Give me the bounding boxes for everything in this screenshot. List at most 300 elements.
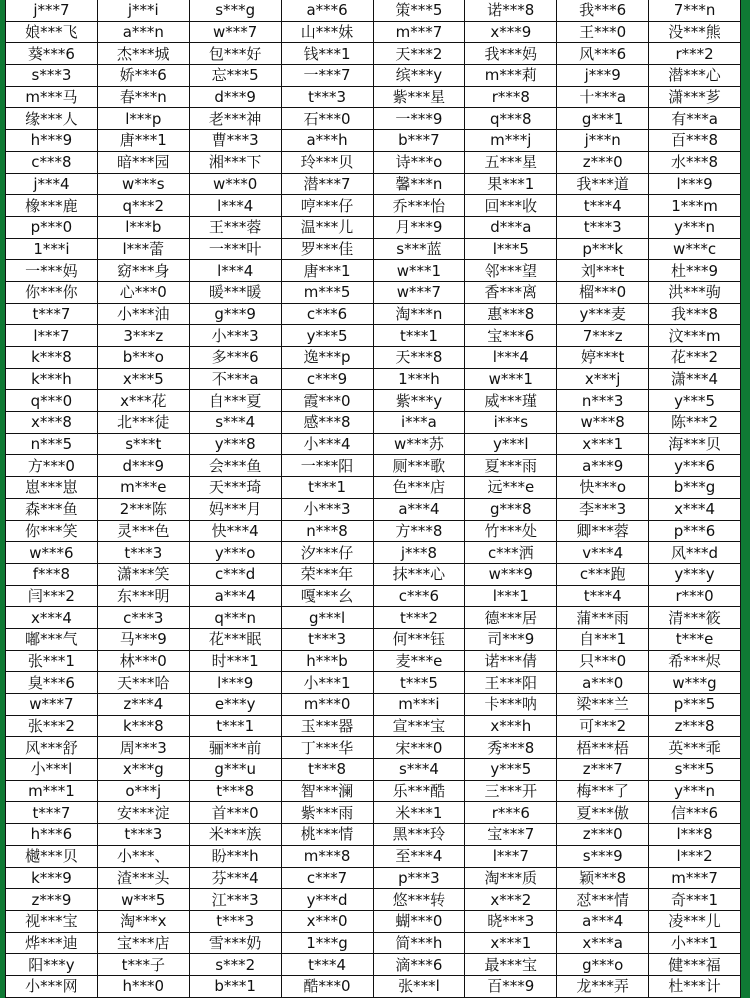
name-cell: p***6 xyxy=(649,520,741,542)
name-cell: j***4 xyxy=(6,173,98,195)
name-cell: 何***钰 xyxy=(373,628,465,650)
name-cell: 小***1 xyxy=(281,672,373,694)
name-cell: t***1 xyxy=(281,477,373,499)
name-cell: m***7 xyxy=(373,21,465,43)
name-cell: 十***a xyxy=(557,86,649,108)
name-cell: 月***9 xyxy=(373,216,465,238)
name-cell: y***麦 xyxy=(557,303,649,325)
name-cell: s***g xyxy=(189,0,281,21)
name-cell: 宝***7 xyxy=(465,824,557,846)
name-cell: 淘***x xyxy=(97,910,189,932)
name-cell: 嘎***幺 xyxy=(281,585,373,607)
name-cell: 清***筱 xyxy=(649,607,741,629)
name-cell: 卡***呐 xyxy=(465,694,557,716)
name-cell: t***7 xyxy=(6,802,98,824)
name-cell: 梁***兰 xyxy=(557,694,649,716)
name-cell: m***8 xyxy=(281,845,373,867)
name-cell: 窈***身 xyxy=(97,260,189,282)
table-row xyxy=(6,173,741,195)
name-cell: 晓***3 xyxy=(465,910,557,932)
name-cell: s***2 xyxy=(189,954,281,976)
name-cell: y***n xyxy=(649,216,741,238)
table-row xyxy=(6,433,741,455)
name-cell: 暖***暖 xyxy=(189,281,281,303)
table-row xyxy=(6,824,741,846)
name-cell: l***9 xyxy=(649,173,741,195)
table-row xyxy=(6,347,741,369)
table-row xyxy=(6,477,741,499)
table-row xyxy=(6,260,741,282)
name-cell: 快***4 xyxy=(189,520,281,542)
name-cell: h***b xyxy=(281,650,373,672)
name-cell: 百***8 xyxy=(649,130,741,152)
table-row xyxy=(6,325,741,347)
name-cell: 我***道 xyxy=(557,173,649,195)
name-cell: l***7 xyxy=(6,325,98,347)
name-cell: 骊***前 xyxy=(189,737,281,759)
name-grid-table xyxy=(5,0,741,998)
name-cell: 只***0 xyxy=(557,650,649,672)
name-cell: 天***琦 xyxy=(189,477,281,499)
name-cell: w***6 xyxy=(6,542,98,564)
name-cell: t***3 xyxy=(97,542,189,564)
name-cell: t***1 xyxy=(373,325,465,347)
name-cell: l***4 xyxy=(465,347,557,369)
name-cell: l***b xyxy=(97,216,189,238)
name-cell: 健***福 xyxy=(649,954,741,976)
name-cell: 王***阳 xyxy=(465,672,557,694)
name-cell: 快***o xyxy=(557,477,649,499)
name-cell: w***1 xyxy=(373,260,465,282)
table-row xyxy=(6,498,741,520)
name-cell: 小***3 xyxy=(281,498,373,520)
name-cell: l***蕾 xyxy=(97,238,189,260)
name-cell: 宋***0 xyxy=(373,737,465,759)
name-cell: 樾***贝 xyxy=(6,845,98,867)
name-cell: m***莉 xyxy=(465,65,557,87)
table-row xyxy=(6,303,741,325)
name-cell: 马***9 xyxy=(97,628,189,650)
name-cell: t***3 xyxy=(97,824,189,846)
name-cell: a***4 xyxy=(557,910,649,932)
name-cell: j***7 xyxy=(6,0,98,21)
table-row xyxy=(6,542,741,564)
name-cell: 小***3 xyxy=(189,325,281,347)
name-cell: l***8 xyxy=(649,824,741,846)
name-cell: x***h xyxy=(465,715,557,737)
name-cell: 小***1 xyxy=(649,932,741,954)
name-cell: 张***2 xyxy=(6,715,98,737)
name-cell: 梅***了 xyxy=(557,780,649,802)
name-cell: 潇***笑 xyxy=(97,563,189,585)
name-cell: z***9 xyxy=(6,889,98,911)
name-cell: l***5 xyxy=(465,238,557,260)
name-cell: x***8 xyxy=(6,412,98,434)
name-cell: 哼***仔 xyxy=(281,195,373,217)
name-cell: c***7 xyxy=(281,867,373,889)
table-row xyxy=(6,650,741,672)
name-cell: a***9 xyxy=(557,455,649,477)
table-row xyxy=(6,802,741,824)
name-cell: m***马 xyxy=(6,86,98,108)
name-cell: z***0 xyxy=(557,824,649,846)
name-cell: j***n xyxy=(557,130,649,152)
name-cell: s***4 xyxy=(373,759,465,781)
name-cell: 罗***佳 xyxy=(281,238,373,260)
table-row xyxy=(6,216,741,238)
name-cell: 天***8 xyxy=(373,347,465,369)
name-cell: 荣***年 xyxy=(281,563,373,585)
name-cell: x***g xyxy=(97,759,189,781)
name-cell: 老***神 xyxy=(189,108,281,130)
name-cell: m***1 xyxy=(6,780,98,802)
name-cell: g***8 xyxy=(465,498,557,520)
name-cell: l***7 xyxy=(465,845,557,867)
name-cell: 潜***心 xyxy=(649,65,741,87)
name-cell: 忘***5 xyxy=(189,65,281,87)
name-cell: c***6 xyxy=(373,585,465,607)
name-cell: 逸***p xyxy=(281,347,373,369)
name-cell: 竹***处 xyxy=(465,520,557,542)
name-cell: s***5 xyxy=(649,759,741,781)
name-cell: b***7 xyxy=(373,130,465,152)
name-cell: p***0 xyxy=(6,216,98,238)
name-cell: 小***网 xyxy=(6,975,98,997)
name-cell: y***o xyxy=(189,542,281,564)
name-cell: 张***l xyxy=(373,975,465,997)
name-cell: 崽***崽 xyxy=(6,477,98,499)
name-cell: 天***2 xyxy=(373,43,465,65)
name-cell: y***d xyxy=(281,889,373,911)
name-cell: 时***1 xyxy=(189,650,281,672)
name-cell: 花***眠 xyxy=(189,628,281,650)
name-cell: y***5 xyxy=(465,759,557,781)
name-cell: c***d xyxy=(189,563,281,585)
name-cell: 森***鱼 xyxy=(6,498,98,520)
name-cell: 一***9 xyxy=(373,108,465,130)
name-cell: 雪***奶 xyxy=(189,932,281,954)
name-cell: x***2 xyxy=(465,889,557,911)
name-cell: 湘***下 xyxy=(189,151,281,173)
name-cell: 钱***1 xyxy=(281,43,373,65)
name-cell: m***i xyxy=(373,694,465,716)
name-cell: t***4 xyxy=(281,954,373,976)
name-cell: 刘***t xyxy=(557,260,649,282)
name-cell: x***9 xyxy=(465,21,557,43)
name-cell: 你***你 xyxy=(6,281,98,303)
name-cell: 威***瑾 xyxy=(465,390,557,412)
name-cell: 石***0 xyxy=(281,108,373,130)
table-row xyxy=(6,43,741,65)
table-row xyxy=(6,390,741,412)
name-cell: s***t xyxy=(97,433,189,455)
name-cell: 宣***宝 xyxy=(373,715,465,737)
name-cell: 小***4 xyxy=(281,433,373,455)
name-cell: e***y xyxy=(189,694,281,716)
name-cell: 臭***6 xyxy=(6,672,98,694)
name-cell: v***4 xyxy=(557,542,649,564)
name-cell: 海***贝 xyxy=(649,433,741,455)
name-cell: t***子 xyxy=(97,954,189,976)
name-cell: y***n xyxy=(649,780,741,802)
name-cell: n***5 xyxy=(6,433,98,455)
name-cell: g***9 xyxy=(189,303,281,325)
name-cell: y***5 xyxy=(649,390,741,412)
name-cell: k***8 xyxy=(97,715,189,737)
name-cell: 信***6 xyxy=(649,802,741,824)
table-row xyxy=(6,975,741,997)
name-cell: x***1 xyxy=(465,932,557,954)
name-cell: 婷***t xyxy=(557,347,649,369)
name-cell: 潜***7 xyxy=(281,173,373,195)
name-cell: w***9 xyxy=(465,563,557,585)
name-cell: b***o xyxy=(97,347,189,369)
name-cell: 方***8 xyxy=(373,520,465,542)
name-cell: 周***3 xyxy=(97,737,189,759)
name-cell: 奇***1 xyxy=(649,889,741,911)
name-cell: 东***明 xyxy=(97,585,189,607)
name-cell: j***8 xyxy=(373,542,465,564)
table-row xyxy=(6,867,741,889)
name-cell: g***l xyxy=(281,607,373,629)
name-cell: 水***8 xyxy=(649,151,741,173)
name-cell: c***跑 xyxy=(557,563,649,585)
name-cell: 闫***2 xyxy=(6,585,98,607)
name-cell: x***0 xyxy=(281,910,373,932)
name-cell: 玲***贝 xyxy=(281,151,373,173)
name-cell: f***8 xyxy=(6,563,98,585)
name-cell: l***2 xyxy=(649,845,741,867)
name-cell: 1***m xyxy=(649,195,741,217)
name-cell: 3***z xyxy=(97,325,189,347)
name-cell: 1***h xyxy=(373,368,465,390)
name-cell: 秀***8 xyxy=(465,737,557,759)
name-cell: a***6 xyxy=(281,0,373,21)
table-row xyxy=(6,130,741,152)
name-cell: k***8 xyxy=(6,347,98,369)
name-cell: 黑***玲 xyxy=(373,824,465,846)
name-cell: 诺***倩 xyxy=(465,650,557,672)
name-cell: 会***鱼 xyxy=(189,455,281,477)
table-row xyxy=(6,65,741,87)
name-cell: 江***3 xyxy=(189,889,281,911)
name-cell: 灵***色 xyxy=(97,520,189,542)
name-cell: b***g xyxy=(649,477,741,499)
name-cell: 娘***飞 xyxy=(6,21,98,43)
name-cell: 德***居 xyxy=(465,607,557,629)
name-cell: m***7 xyxy=(649,867,741,889)
name-cell: r***0 xyxy=(649,585,741,607)
name-cell: 汐***仔 xyxy=(281,542,373,564)
name-cell: m***j xyxy=(465,130,557,152)
name-cell: 2***陈 xyxy=(97,498,189,520)
name-cell: 滴***6 xyxy=(373,954,465,976)
table-row xyxy=(6,0,741,21)
name-cell: 淘***n xyxy=(373,303,465,325)
name-cell: 最***宝 xyxy=(465,954,557,976)
name-cell: 凌***儿 xyxy=(649,910,741,932)
name-cell: p***k xyxy=(557,238,649,260)
name-cell: a***h xyxy=(281,130,373,152)
name-cell: 梧***梧 xyxy=(557,737,649,759)
table-row xyxy=(6,195,741,217)
name-cell: 玉***器 xyxy=(281,715,373,737)
name-cell: z***4 xyxy=(97,694,189,716)
name-cell: x***4 xyxy=(6,607,98,629)
name-cell: s***4 xyxy=(189,412,281,434)
name-cell: k***9 xyxy=(6,867,98,889)
name-cell: p***5 xyxy=(649,694,741,716)
name-cell: q***8 xyxy=(465,108,557,130)
name-grid-body xyxy=(6,0,741,997)
name-cell: t***e xyxy=(649,628,741,650)
name-cell: 丁***华 xyxy=(281,737,373,759)
name-cell: w***0 xyxy=(189,173,281,195)
name-cell: 诗***o xyxy=(373,151,465,173)
table-row xyxy=(6,520,741,542)
name-cell: i***s xyxy=(465,412,557,434)
name-cell: x***j xyxy=(557,368,649,390)
name-cell: 紫***雨 xyxy=(281,802,373,824)
name-cell: 感***8 xyxy=(281,412,373,434)
name-cell: 唐***1 xyxy=(281,260,373,282)
name-cell: x***1 xyxy=(557,433,649,455)
name-cell: i***a xyxy=(373,412,465,434)
name-cell: 首***0 xyxy=(189,802,281,824)
name-cell: l***4 xyxy=(189,195,281,217)
name-cell: a***4 xyxy=(189,585,281,607)
name-cell: 一***叶 xyxy=(189,238,281,260)
name-cell: 我***6 xyxy=(557,0,649,21)
name-cell: 百***9 xyxy=(465,975,557,997)
name-cell: o***j xyxy=(97,780,189,802)
name-cell: a***0 xyxy=(557,672,649,694)
name-cell: 缤***y xyxy=(373,65,465,87)
name-cell: 香***离 xyxy=(465,281,557,303)
name-cell: 温***儿 xyxy=(281,216,373,238)
name-cell: t***8 xyxy=(189,780,281,802)
name-cell: 一***阳 xyxy=(281,455,373,477)
name-cell: 诺***8 xyxy=(465,0,557,21)
name-cell: 唐***1 xyxy=(97,130,189,152)
name-cell: 没***熊 xyxy=(649,21,741,43)
name-cell: 王***0 xyxy=(557,21,649,43)
name-cell: y***8 xyxy=(189,433,281,455)
name-cell: g***1 xyxy=(557,108,649,130)
name-cell: 榴***0 xyxy=(557,281,649,303)
name-cell: t***2 xyxy=(373,607,465,629)
name-cell: 宝***6 xyxy=(465,325,557,347)
table-row xyxy=(6,455,741,477)
name-cell: g***u xyxy=(189,759,281,781)
name-cell: n***8 xyxy=(281,520,373,542)
name-cell: 龙***弄 xyxy=(557,975,649,997)
name-cell: 1***i xyxy=(6,238,98,260)
name-cell: 蝴***0 xyxy=(373,910,465,932)
name-cell: 颖***8 xyxy=(557,867,649,889)
name-cell: 心***0 xyxy=(97,281,189,303)
name-cell: 风***6 xyxy=(557,43,649,65)
name-cell: 五***星 xyxy=(465,151,557,173)
name-cell: x***花 xyxy=(97,390,189,412)
name-cell: 烨***迪 xyxy=(6,932,98,954)
name-cell: 惠***8 xyxy=(465,303,557,325)
name-cell: 抹***心 xyxy=(373,563,465,585)
name-cell: 怼***情 xyxy=(557,889,649,911)
name-cell: 不***a xyxy=(189,368,281,390)
name-cell: 潇***芗 xyxy=(649,86,741,108)
name-list-sheet xyxy=(5,0,741,998)
name-cell: z***0 xyxy=(557,151,649,173)
name-cell: m***0 xyxy=(281,694,373,716)
name-cell: w***7 xyxy=(373,281,465,303)
name-cell: 天***哈 xyxy=(97,672,189,694)
table-row xyxy=(6,412,741,434)
name-cell: t***3 xyxy=(557,216,649,238)
name-cell: t***3 xyxy=(281,628,373,650)
table-row xyxy=(6,607,741,629)
name-cell: t***5 xyxy=(373,672,465,694)
table-row xyxy=(6,780,741,802)
name-cell: 自***1 xyxy=(557,628,649,650)
table-row xyxy=(6,238,741,260)
name-cell: r***2 xyxy=(649,43,741,65)
name-cell: 乐***酷 xyxy=(373,780,465,802)
table-row xyxy=(6,368,741,390)
name-cell: h***6 xyxy=(6,824,98,846)
name-cell: c***3 xyxy=(97,607,189,629)
name-cell: y***y xyxy=(649,563,741,585)
name-cell: 渣***头 xyxy=(97,867,189,889)
name-cell: 曹***3 xyxy=(189,130,281,152)
name-cell: w***1 xyxy=(465,368,557,390)
name-cell: 夏***雨 xyxy=(465,455,557,477)
name-cell: x***a xyxy=(557,932,649,954)
name-cell: 一***妈 xyxy=(6,260,98,282)
name-cell: t***3 xyxy=(281,86,373,108)
table-row xyxy=(6,845,741,867)
table-row xyxy=(6,563,741,585)
name-cell: j***9 xyxy=(557,65,649,87)
name-cell: t***1 xyxy=(189,715,281,737)
name-cell: 陈***2 xyxy=(649,412,741,434)
name-cell: y***6 xyxy=(649,455,741,477)
name-cell: c***洒 xyxy=(465,542,557,564)
name-cell: c***9 xyxy=(281,368,373,390)
table-row xyxy=(6,954,741,976)
name-cell: h***9 xyxy=(6,130,98,152)
name-cell: q***0 xyxy=(6,390,98,412)
name-cell: 桃***情 xyxy=(281,824,373,846)
name-cell: a***n xyxy=(97,21,189,43)
name-cell: 安***淀 xyxy=(97,802,189,824)
name-cell: 汶***m xyxy=(649,325,741,347)
table-row xyxy=(6,715,741,737)
name-cell: 淘***质 xyxy=(465,867,557,889)
name-cell: w***苏 xyxy=(373,433,465,455)
name-cell: t***8 xyxy=(281,759,373,781)
name-cell: 远***e xyxy=(465,477,557,499)
name-cell: d***a xyxy=(465,216,557,238)
name-cell: 芬***4 xyxy=(189,867,281,889)
name-cell: 夏***傲 xyxy=(557,802,649,824)
table-row xyxy=(6,694,741,716)
name-cell: 包***好 xyxy=(189,43,281,65)
name-cell: 一***7 xyxy=(281,65,373,87)
name-cell: 果***1 xyxy=(465,173,557,195)
name-cell: y***5 xyxy=(281,325,373,347)
name-cell: 馨***n xyxy=(373,173,465,195)
